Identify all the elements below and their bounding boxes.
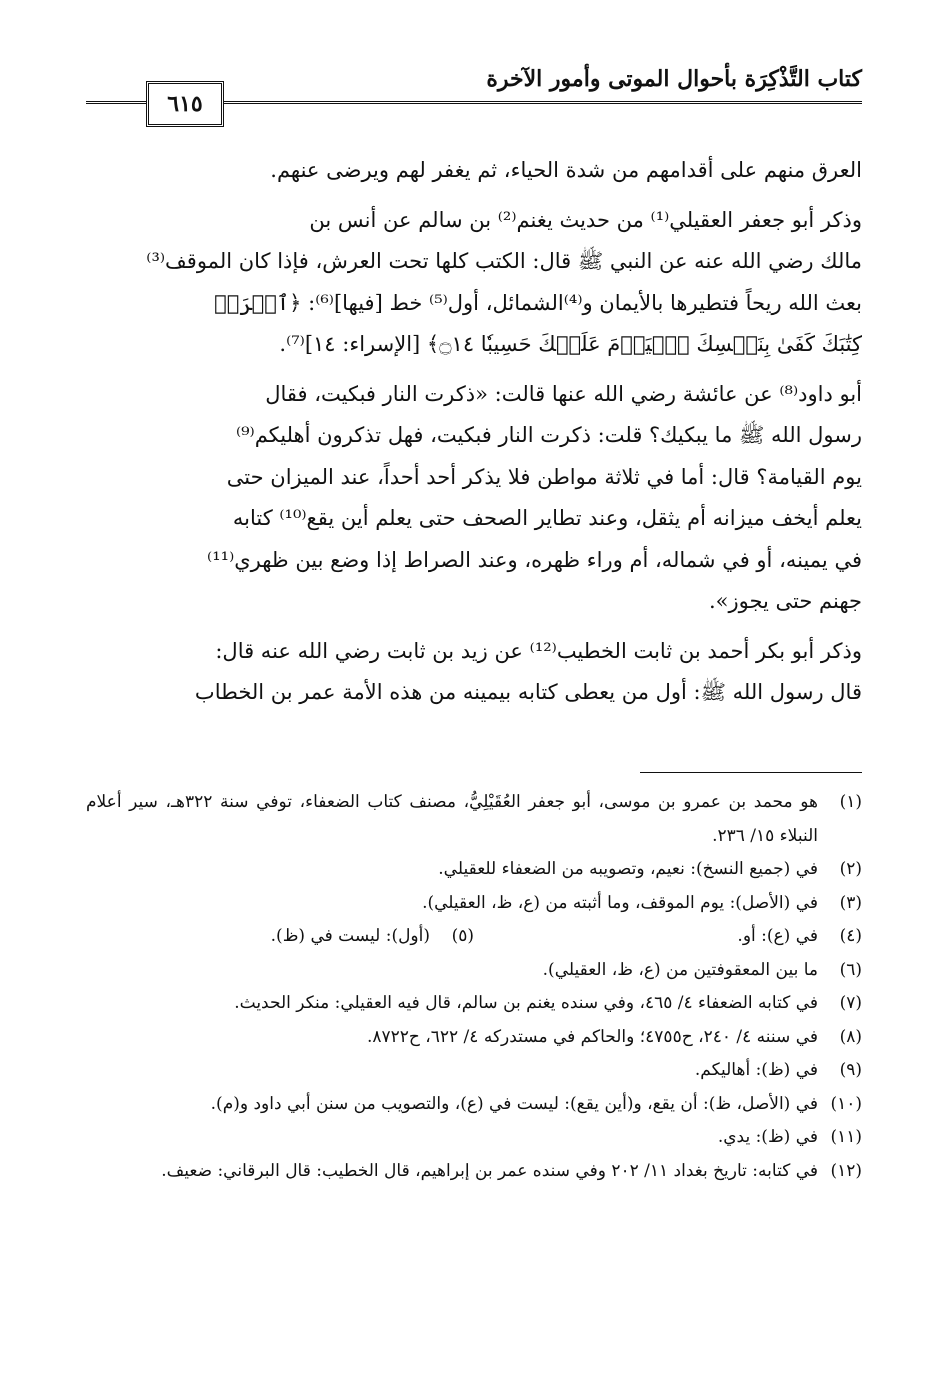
text-line: أبو داود⁽⁸⁾ عن عائشة رضي الله عنها قالت: «ذكرت النار فبكيت، فقال <box>265 381 862 406</box>
footnote-number: (٣) <box>839 892 862 913</box>
text-line: وذكر أبو بكر أحمد بن ثابت الخطيب⁽¹²⁾ عن زيد بن ثابت رضي الله عنه قال: <box>215 638 862 663</box>
footnotes <box>86 786 862 1188</box>
text-line: يوم القيامة؟ قال: أما في ثلاثة مواطن فلا يذكر أحد أحداً، عند الميزان حتى <box>226 464 862 489</box>
footnote-separator <box>640 772 862 773</box>
header-rule <box>116 101 862 104</box>
text-line: بعث الله ريحاً فتطيرها بالأيمان و⁽⁴⁾الشمائل، أول⁽⁵⁾ خط [فيها]⁽⁶⁾: ﴿ٱقۡرَأۡ <box>214 290 862 315</box>
footnote-number: (٢) <box>839 859 862 879</box>
footnote <box>86 920 474 954</box>
footnote <box>86 786 862 853</box>
text-line: وذكر أبو جعفر العقيلي⁽¹⁾ من حديث يغنم⁽²⁾ بن سالم عن أنس بن <box>309 207 862 232</box>
footnote <box>86 1021 862 1055</box>
footnote <box>86 1121 862 1155</box>
running-header-title: كتاب التَّذْكِرَة بأحوال الموتى وأمور الآخرة <box>486 66 862 92</box>
footnote-number: (١٠) <box>830 1093 862 1114</box>
footnote-text: في (الأصل، ظ): أن يقع، و(أين يقع): ليست في (ع)، والتصويب من سنن أبي داود و(م). <box>210 1093 818 1114</box>
footnote-text: (أول): ليست في (ظ). <box>270 926 430 946</box>
footnote <box>86 1054 862 1088</box>
footnote-number: (١١) <box>830 1127 862 1147</box>
footnote-text: في (ظ): يدي. <box>717 1127 818 1147</box>
footnote-text: ما بين المعقوفتين من (ع، ظ، العقيلي). <box>542 959 818 980</box>
footnote-number: (٥) <box>451 926 474 946</box>
footnote-text: هو محمد بن عمرو بن موسى، أبو جعفر العُقَيْلِيُّ، مصنف كتاب الضعفاء، توفي سنة ٣٢٢هـ، سير أعلام النبلاء ١٥/ ٢٣٦. <box>86 792 819 846</box>
text-line: قال رسول الله ﷺ: أول من يعطى كتابه بيمينه من هذه الأمة عمر بن الخطاب <box>194 680 862 704</box>
footnote-text: في سننه ٤/ ٢٤٠، ح٤٧٥٥؛ والحاكم في مستدركه ٤/ ٦٢٢، ح٨٧٢٢. <box>366 1026 818 1047</box>
footnote-number: (١) <box>839 792 862 812</box>
header-rule-left <box>86 101 128 104</box>
footnote-text: في كتابه: تاريخ بغداد ١١/ ٢٠٢ وفي سنده عمر بن إبراهيم، قال الخطيب: قال البرقاني: ضعيف. <box>161 1160 818 1181</box>
footnote-number: (٤) <box>839 926 862 946</box>
text-line: رسول الله ﷺ ما يبكيك؟ قلت: ذكرت النار فبكيت، فهل تذكرون أهليكم⁽⁹⁾ <box>235 423 862 447</box>
footnote <box>86 987 862 1021</box>
text-line: في يمينه، أو في شماله، أم وراء ظهره، وعند الصراط إذا وضع بين ظهري⁽¹¹⁾ <box>207 547 862 572</box>
footnote-number: (١٢) <box>830 1160 862 1181</box>
footnote <box>86 954 862 988</box>
text-line: العرق منهم على أقدامهم من شدة الحياء، ثم يغفر لهم ويرضى عنهم. <box>270 158 862 182</box>
page-number: ٦١٥ <box>146 81 224 127</box>
footnote <box>86 887 862 921</box>
text-line: يعلم أيخف ميزانه أم يثقل، وعند تطاير الصحف حتى يعلم أين يقع⁽¹⁰⁾ كتابه <box>232 506 862 530</box>
footnote <box>86 1155 862 1189</box>
footnote-number: (٧) <box>839 993 862 1013</box>
footnote-text: في (جميع النسخ): نعيم، وتصويبه من الضعفاء للعقيلي. <box>438 859 818 879</box>
footnote-text: في (ظ): أهاليكم. <box>694 1060 818 1080</box>
main-text <box>86 150 862 714</box>
footnote-number: (٨) <box>839 1026 862 1047</box>
footnote-text: في (الأصل): يوم الموقف، وما أثبته من (ع، ظ، العقيلي). <box>422 892 818 913</box>
footnote <box>86 1088 862 1122</box>
footnote <box>86 853 862 887</box>
footnote-number: (٩) <box>839 1060 862 1080</box>
text-line: مالك رضي الله عنه عن النبي ﷺ قال: الكتب كلها تحت العرش، فإذا كان الموقف⁽³⁾ <box>146 249 862 273</box>
footnote-text: في (ع): أو. <box>737 926 818 946</box>
text-line: كِتَٰبَكَ كَفَىٰ بِنَفۡسِكَ ٱلۡيَوۡمَ عَلَيۡكَ حَسِيبٗا ۝١٤﴾ [الإسراء: ١٤]⁽⁷⁾. <box>279 332 862 356</box>
footnote-pair <box>86 920 862 954</box>
footnote <box>474 920 862 954</box>
text-line: جهنم حتى يجوز». <box>708 589 862 613</box>
footnote-number: (٦) <box>839 959 862 980</box>
footnote-text: في كتابه الضعفاء ٤/ ٤٦٥، وفي سنده يغنم بن سالم، قال فيه العقيلي: منكر الحديث. <box>234 993 818 1013</box>
